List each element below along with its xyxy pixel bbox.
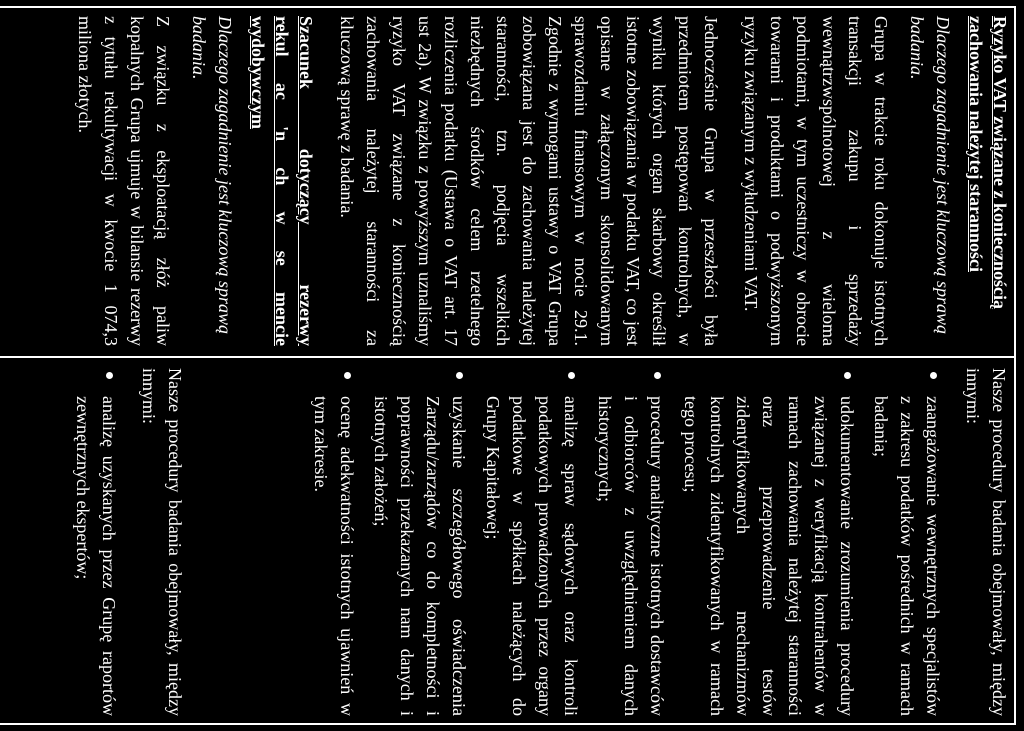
- section2-right: [70, 368, 188, 716]
- procedure-text: udokumentowanie zrozumienia procedury związanej z weryfikacją kontrahentów w ramach zachowania należytej staranności oraz przeprowadzenie testów zidentyfikowanych mechanizmów kontrolnych zidentyfikowanych w ramach tego procesu;: [681, 396, 857, 716]
- list-item: [868, 368, 946, 716]
- section2-heading-line-3: wydobywczym: [248, 16, 268, 129]
- list-item: [678, 368, 860, 716]
- section2-heading-line-2: rekul ac 'n ch w se mencie: [272, 16, 292, 346]
- bullet-icon: [654, 372, 661, 379]
- bullet-icon: [344, 372, 351, 379]
- section1-procedures-intro: Nasze procedury badania obejmowały, między innymi:: [963, 368, 1009, 716]
- section2-paragraph: Z związku z eksploatacją złóż paliw kopalnych Grupa ujmuje w bilansie rezerwy z tytułu rekultywacji w kwocie 1 074,3 miliona złotych.: [75, 16, 173, 346]
- bullet-icon: [844, 372, 851, 379]
- list-item: [70, 368, 122, 716]
- procedure-text: analizę spraw sądowych oraz kontroli podatkowych prowadzonych przez organy podatkowe w spółkach należących do Grupy Kapitałowej;: [483, 396, 581, 716]
- section2-procedures-list: [70, 368, 122, 716]
- procedure-text: analizę uzyskanych przez Grupę raportów zewnętrznych ekspertów;: [73, 396, 119, 716]
- section2-procedures-intro: Nasze procedury badania obejmowały, między innymi:: [139, 368, 185, 716]
- list-item: [480, 368, 584, 716]
- section1-heading: Ryzyko VAT związane z koniecznością zachowania należytej staranności: [966, 16, 1010, 310]
- bullet-icon: [456, 372, 463, 379]
- procedure-text: zaangażowanie wewnętrznych specjalistów z zakresu podatków pośrednich w ramach badania;: [871, 396, 943, 716]
- list-item: [368, 368, 472, 716]
- table-column-divider: [0, 356, 1016, 358]
- section2-heading-line-1: Szacunek dotyczący rezerwy: [296, 16, 316, 346]
- procedure-text: uzyskanie szczegółowego oświadczenia Zarządu/zarządów co do kompletności i poprawności przekazanych nam danych i istotnych założeń;: [371, 396, 469, 716]
- left-column: [58, 16, 1012, 346]
- list-item: [308, 368, 360, 716]
- table-right-border: [0, 723, 1016, 725]
- bullet-icon: [930, 372, 937, 379]
- bullet-icon: [568, 372, 575, 379]
- table-top-border: [1014, 6, 1016, 725]
- section1-why-key: Dlaczego zagadnienie jest kluczową sprawą badania.: [907, 16, 953, 334]
- section1-procedures-list: [308, 368, 946, 716]
- bullet-icon: [106, 372, 113, 379]
- section2-left: [72, 16, 318, 346]
- section2-heading: [246, 16, 318, 346]
- section1-paragraph-1: Grupa w trakcie roku dokonuje istotnych transakcji zakupu i sprzedaży wewnątrzwspólnotowej z wieloma podmiotami, w tym uczestniczy w obrocie towarami i produktami o podwyższonym ryzyku związanym z wyłudzeniami VAT.: [741, 16, 891, 346]
- list-item: [592, 368, 670, 716]
- table-left-border: [0, 6, 1016, 8]
- section1-paragraph-2: Jednocześnie Grupa w przeszłości była przedmiotem postępowań kontrolnych, w wyniku których organ skarbowy określił istotne zobowiązania w podatku VAT, co jest opisane w załączonym skonsolidowanym sprawozdaniu finansowym w nocie 29.1. Zgodnie z wymogami ustawy o VAT Grupa zobowiązana jest do zachowania należytej staranności, tzn. podjęcia wszelkich niezbędnych środków celem rzetelnego rozliczenia podatku (Ustawa o VAT art. 17 ust 2a). W związku z powyższym uznaliśmy ryzyko VAT związane z koniecznością zachowania należytej staranności za kluczową sprawę z badania.: [337, 16, 721, 346]
- procedure-text: procedury analityczne istotnych dostawców i odbiorców z uwzględnieniem danych historycznych;: [595, 396, 667, 716]
- section2-why-key: Dlaczego zagadnienie jest kluczową sprawą badania.: [189, 16, 235, 334]
- procedure-text: ocenę adekwatności istotnych ujawnień w tym zakresie.: [311, 396, 357, 716]
- right-column: [62, 368, 1012, 716]
